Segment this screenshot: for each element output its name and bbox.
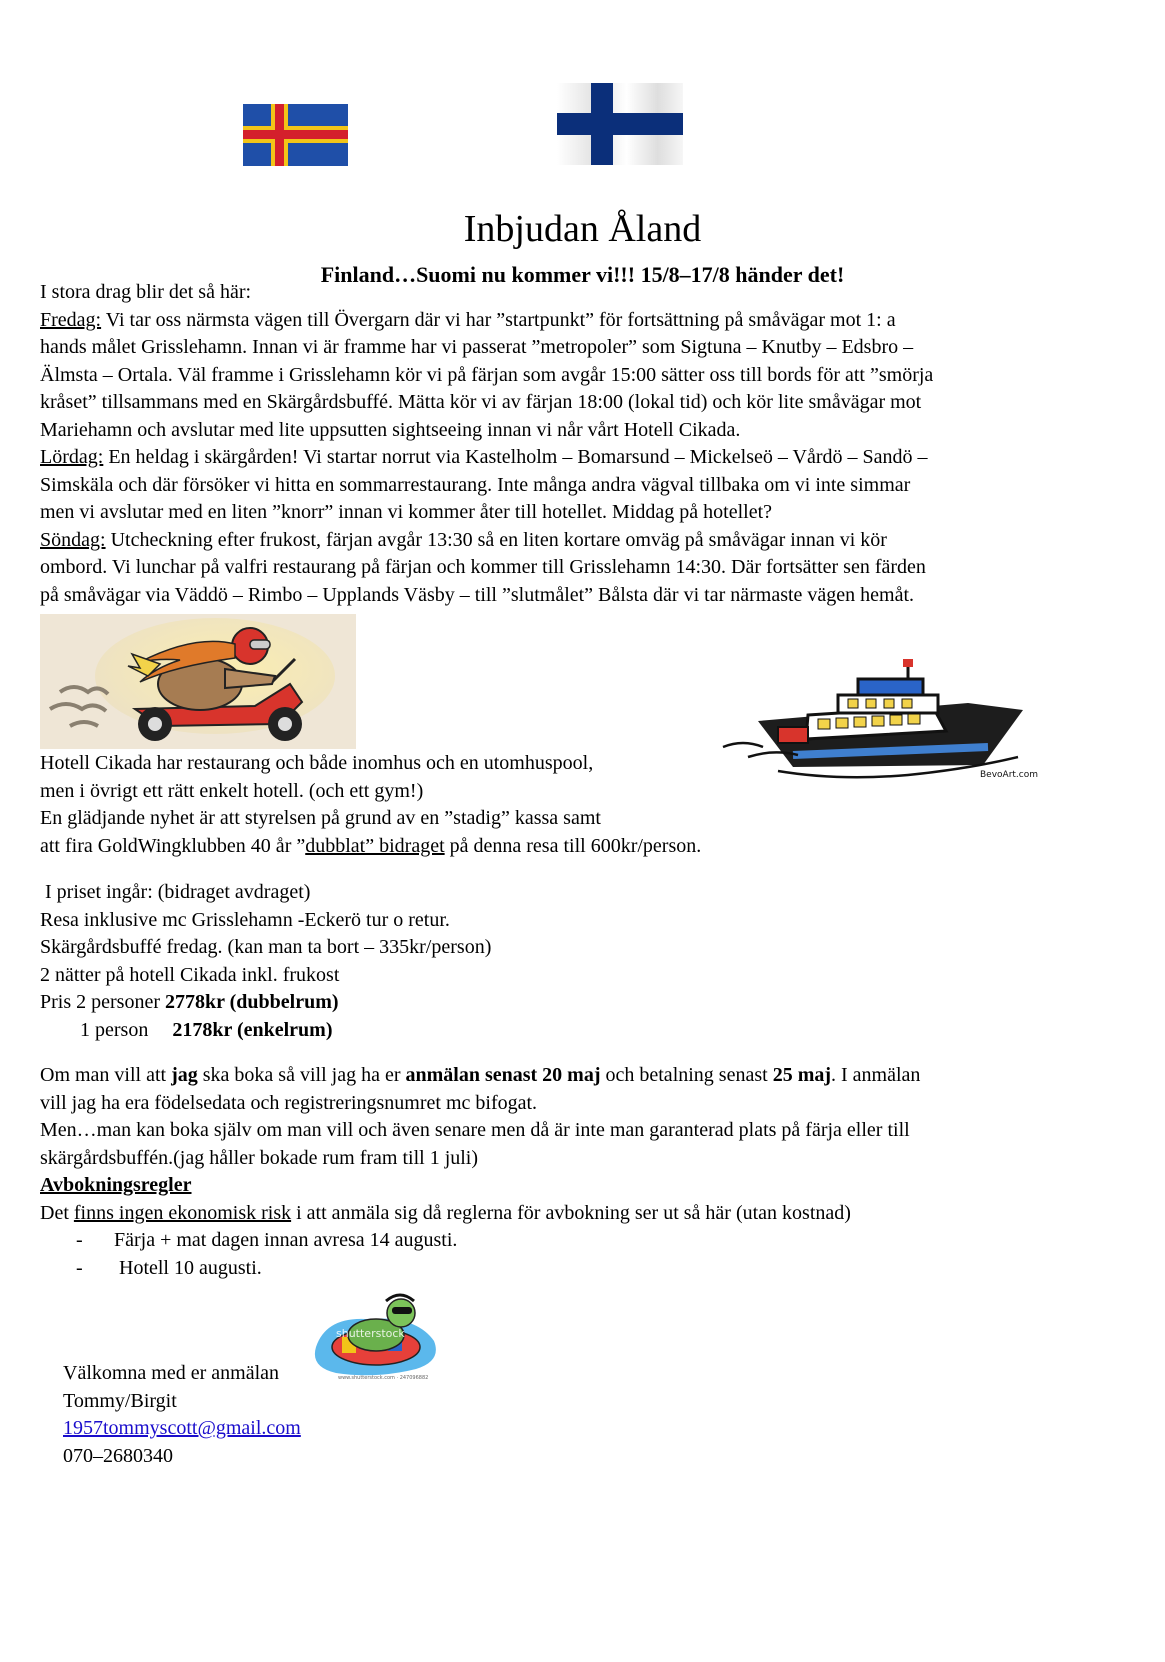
fredag-line-3: Älmsta – Ortala. Väl framme i Grisslehamn kör vi på färjan som avgår 15:00 sätter oss till bords för att ”smörja	[40, 363, 934, 386]
hotel-line-3: En glädjande nyhet är att styrelsen på grund av en ”stadig” kassa samt	[40, 807, 601, 829]
fredag-line-5: Mariehamn och avslutar med lite uppsutten sightseeing innan vi når vårt Hotell Cikada.	[40, 418, 741, 441]
email-link[interactable]: 1957tommyscott@gmail.com	[63, 1417, 301, 1439]
lordag-line-1: Lördag: En heldag i skärgården! Vi startar norrut via Kastelholm – Bomarsund – Mickelseö – Vårdö – Sandö –	[40, 446, 928, 468]
itinerary	[40, 279, 933, 609]
price-item: Resa inklusive mc Grisslehamn -Eckerö tur o retur.	[40, 908, 450, 931]
booking-info	[40, 1062, 920, 1282]
turtle-logo-text: shutterstock	[336, 1327, 405, 1340]
price-item: Skärgårdsbuffé fredag. (kan man ta bort – 335kr/person)	[40, 936, 492, 958]
turtle-illustration	[306, 1287, 442, 1385]
price-two-persons: Pris 2 personer 2778kr (dubbelrum)	[40, 991, 339, 1013]
fredag-line-1: Fredag: Vi tar oss närmsta vägen till Övergarn där vi har ”startpunkt” för fortsättning på småvägar mot 1: a	[40, 308, 896, 331]
aland-flag	[243, 104, 348, 166]
phone-number: 070–2680340	[63, 1444, 173, 1467]
booking-line-4: skärgårdsbuffén.(jag håller bokade rum fram till 1 juli)	[40, 1146, 479, 1169]
hotel-line-4: att fira GoldWingklubben 40 år ”dubblat” bidraget på denna resa till 600kr/person.	[40, 834, 702, 857]
sondag-line-1: Söndag: Utcheckning efter frukost, färjan avgår 13:30 så en liten kortare omväg på småvägar innan vi kör	[40, 528, 887, 551]
sender-names: Tommy/Birgit	[63, 1389, 177, 1412]
hotel-line-2: men i övrigt ett rätt enkelt hotell. (och ett gym!)	[40, 779, 424, 802]
boat-logo-text: BevoArt.com	[980, 770, 1038, 780]
finland-flag	[557, 83, 683, 165]
price-one-person: 1 person 2178kr (enkelrum)	[80, 1018, 333, 1041]
lordag-label: Lördag:	[40, 446, 104, 468]
booking-line-2: vill jag ha era födelsedata och registreringsnumret mc bifogat.	[40, 1091, 538, 1114]
booking-line-3: Men…man kan boka själv om man vill och även senare men då är inte man garanterad plats på färja eller till	[40, 1119, 910, 1141]
welcome-line: Välkomna med er anmälan	[63, 1362, 280, 1384]
dubblat-bidraget: dubblat” bidraget	[305, 834, 445, 857]
price-heading: I priset ingår: (bidraget avdraget)	[40, 881, 311, 903]
fredag-label: Fredag:	[40, 308, 102, 331]
cancel-item: - Färja + mat dagen innan avresa 14 augusti.	[76, 1229, 458, 1251]
ferry-illustration	[718, 655, 1038, 795]
hotel-line-1: Hotell Cikada har restaurang och både inomhus och en utomhuspool,	[40, 752, 594, 774]
cancel-item: - Hotell 10 augusti.	[76, 1256, 262, 1279]
signoff	[63, 1360, 301, 1470]
cancel-line-1: Det finns ingen ekonomisk risk i att anmäla sig då reglerna för avbokning ser ut så här (utan kostnad)	[40, 1201, 851, 1224]
sondag-label: Söndag:	[40, 528, 106, 551]
lordag-line-2: Simskäla och där försöker vi hitta en sommarrestaurang. Inte många andra vägval tillbaka om vi inte simmar	[40, 473, 911, 496]
fredag-line-2: hands målet Grisslehamn. Innan vi är framme har vi passerat ”metropoler” som Sigtuna – Knutby – Edsbro –	[40, 336, 914, 358]
price-item: 2 nätter på hotell Cikada inkl. frukost	[40, 963, 340, 986]
fredag-line-4: kråset” tillsammans med en Skärgårdsbuffé. Mätta kör vi av färjan 18:00 (lokal tid) och kör lite småvägar mot	[40, 391, 922, 413]
price-section	[40, 879, 491, 1044]
scooter-illustration	[40, 614, 356, 749]
turtle-caption: www.shutterstock.com · 247096882	[338, 1375, 429, 1381]
page-title: Inbjudan Åland	[463, 208, 702, 250]
intro-line: I stora drag blir det så här:	[40, 281, 252, 303]
sondag-line-3: på småvägar via Väddö – Rimbo – Upplands Väsby – till ”slutmålet” Bålsta där vi tar närmaste vägen hemåt.	[40, 583, 915, 606]
page-subtitle: Finland…Suomi nu kommer vi!!! 15/8–17/8 händer det!	[320, 262, 845, 287]
hotel-info	[40, 750, 701, 860]
sondag-line-2: ombord. Vi lunchar på valfri restaurang på färjan och kommer till Grisslehamn 14:30. Där fortsätter sen färden	[40, 556, 926, 578]
booking-line-1: Om man vill att jag ska boka så vill jag ha er anmälan senast 20 maj och betalning senast 25 maj. I anmälan	[40, 1064, 921, 1086]
lordag-line-3: men vi avslutar med en liten ”knorr” innan vi kommer åter till hotellet. Middag på hotellet?	[40, 501, 773, 523]
cancel-heading: Avbokningsregler	[40, 1174, 192, 1196]
